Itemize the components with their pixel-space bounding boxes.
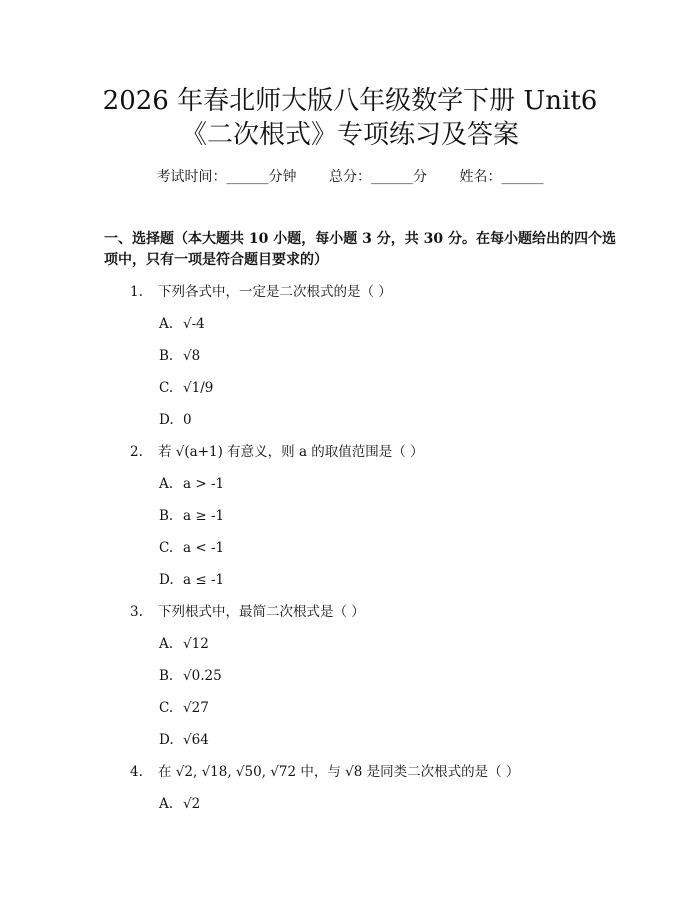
question-1 <box>130 283 392 301</box>
question-number: 3. <box>130 604 143 620</box>
question-3-option-a <box>159 635 209 653</box>
option-letter: C. <box>159 700 174 716</box>
question-3 <box>130 603 365 621</box>
option-letter: D. <box>159 412 174 428</box>
question-2-option-c <box>159 539 224 557</box>
section-heading-multiple-choice: 一、选择题（本大题共 10 小题，每小题 3 分，共 30 分。在每小题给出的四个选项中，只有一项是符合题目要求的） <box>104 231 616 268</box>
option-text: a ≥ -1 <box>183 508 225 524</box>
question-text: 下列各式中，一定是二次根式的是（ ） <box>158 284 392 300</box>
question-2-option-a <box>159 475 224 493</box>
question-1-option-d <box>159 411 192 429</box>
question-1-option-b <box>159 347 200 365</box>
option-letter: D. <box>159 572 174 588</box>
question-text: 若 √(a+1) 有意义，则 a 的取值范围是（ ） <box>158 444 424 460</box>
option-letter: C. <box>159 380 174 396</box>
question-3-option-c <box>159 699 209 717</box>
question-4 <box>130 763 519 781</box>
option-text: √8 <box>183 348 201 364</box>
option-text: √12 <box>183 636 209 652</box>
question-number: 2. <box>130 444 143 460</box>
question-1-option-a <box>159 315 205 333</box>
option-letter: A. <box>159 316 174 332</box>
exam-time-field: 考试时间：______分钟 <box>156 169 297 185</box>
question-2-option-d <box>159 571 224 589</box>
question-number: 4. <box>130 764 143 780</box>
student-name-field: 姓名：______ <box>459 169 544 185</box>
option-text: √2 <box>183 796 201 812</box>
option-letter: A. <box>159 796 174 812</box>
question-3-option-b <box>159 667 222 685</box>
question-text: 下列根式中，最简二次根式是（ ） <box>158 604 365 620</box>
option-letter: A. <box>159 476 174 492</box>
question-4-option-a <box>159 795 200 813</box>
option-letter: C. <box>159 540 174 556</box>
question-2-option-b <box>159 507 224 525</box>
question-text: 在 √2, √18, √50, √72 中，与 √8 是同类二次根式的是（ ） <box>158 764 520 780</box>
option-text: √27 <box>183 700 209 716</box>
option-text: √64 <box>183 732 209 748</box>
total-score-field: 总分：______分 <box>329 169 427 185</box>
option-text: a ≤ -1 <box>183 572 225 588</box>
option-text: 0 <box>183 412 192 428</box>
exam-meta-row <box>0 168 700 186</box>
question-number: 1. <box>130 284 143 300</box>
option-text: √0.25 <box>183 668 222 684</box>
option-letter: A. <box>159 636 174 652</box>
question-3-option-d <box>159 731 209 749</box>
document-title-line-1: 2026 年春北师大版八年级数学下册 Unit6 <box>102 86 598 116</box>
option-text: a > -1 <box>183 476 225 492</box>
option-text: √-4 <box>183 316 205 332</box>
option-letter: B. <box>159 348 174 364</box>
option-text: √1/9 <box>183 380 214 396</box>
document-title-line-2: 《二次根式》专项练习及答案 <box>180 120 519 150</box>
option-letter: B. <box>159 668 174 684</box>
option-letter: B. <box>159 508 174 524</box>
option-letter: D. <box>159 732 174 748</box>
option-text: a < -1 <box>183 540 225 556</box>
question-1-option-c <box>159 379 213 397</box>
question-2 <box>130 443 424 461</box>
